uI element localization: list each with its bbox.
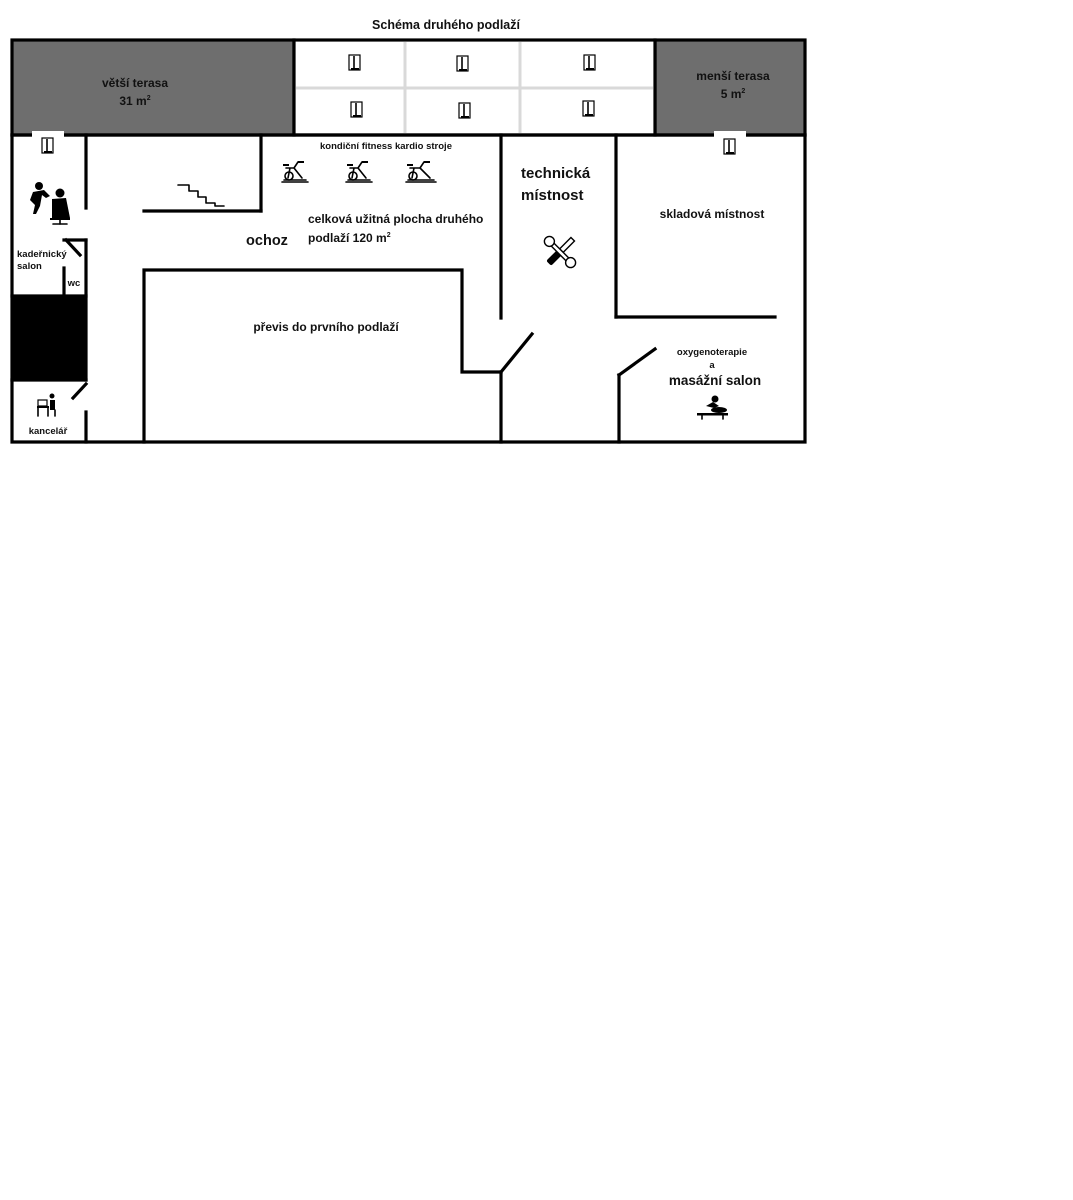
larger-terrace-area: 31 $m^2$ (119, 94, 151, 108)
massage-label-2: a (709, 360, 715, 371)
massage-label-1: oxygenoterapie (676, 347, 748, 358)
total-area-label-2: podlaží 120 $m^2$ (308, 231, 391, 245)
hair-salon-label-1: kadeřnický (17, 249, 67, 260)
hair-salon-label-2: salon (17, 261, 42, 272)
total-area-label-1: celková užitná plocha druhého (308, 212, 484, 226)
overhang-label: převis do prvního podlaží (253, 320, 399, 334)
technical-room-label-1: technická (521, 165, 591, 182)
fitness-label: kondiční fitness kardio stroje (320, 141, 452, 152)
office-label: kancelář (28, 426, 68, 437)
smaller-terrace-label: menší terasa (696, 69, 770, 83)
office-desk-icon (37, 394, 55, 417)
door-icon (351, 102, 362, 117)
technical-room-label-2: místnost (521, 187, 584, 204)
staircase-icon (178, 185, 224, 206)
hairdresser-icon (30, 182, 70, 224)
door-icon (584, 55, 595, 70)
stairwell-void (12, 296, 86, 380)
tools-icon (542, 234, 577, 269)
larger-terrace-label: větší terasa (101, 76, 169, 90)
exercise-bike-icon (406, 161, 436, 182)
corridor-label: ochoz (246, 233, 288, 249)
massage-table-icon (697, 396, 728, 420)
door-icon (459, 103, 470, 118)
door-icon (457, 56, 468, 71)
plan-title: Schéma druhého podlaží (372, 18, 520, 32)
storage-room-label: skladová místnost (659, 207, 765, 221)
exercise-bike-icon (346, 161, 372, 182)
wc-label: wc (67, 278, 81, 289)
door-icon (583, 101, 594, 116)
door-icon (724, 139, 735, 154)
smaller-terrace-area: 5 $m^2$ (720, 87, 746, 101)
door-icon (349, 55, 360, 70)
door-icon (42, 138, 53, 153)
exercise-bike-icon (282, 161, 308, 182)
massage-label-3: masážní salon (668, 373, 762, 388)
